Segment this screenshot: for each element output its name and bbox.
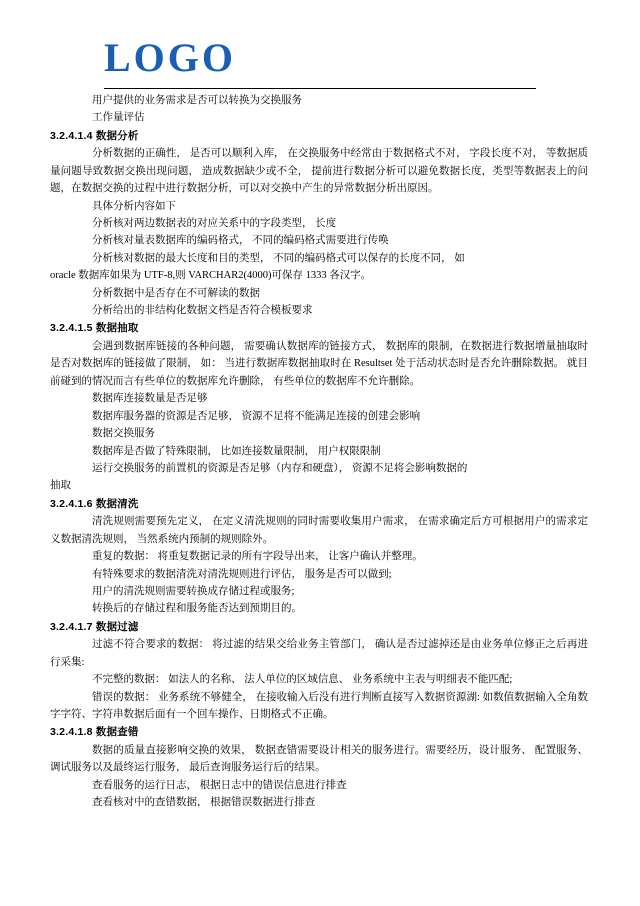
paragraph: 具体分析内容如下: [92, 200, 176, 212]
document-body: [0, 89, 640, 812]
paragraph: 分析核对两边数据表的对应关系中的字段类型， 长度: [92, 218, 337, 230]
paragraph: 抽取: [50, 480, 71, 492]
paragraph: 工作量评估: [92, 112, 145, 124]
paragraph: 数据库是否做了特殊限制， 比如连接数量限制， 用户权限限制: [92, 445, 381, 457]
paragraph: 查看核对中的查错数据， 根据错误数据进行排查: [92, 797, 316, 809]
paragraph: 错误的数据： 业务系统不够健全， 在接收输入后没有进行判断直接写入数据资源湖: 如数值数据输入全角数字字符、字符串数据后面有一个回车操作、日期格式不正确。: [50, 691, 588, 720]
paragraph: 数据库连接数量是否足够: [92, 393, 208, 405]
paragraph: 用户的清洗规则需要转换成存储过程或服务;: [92, 585, 295, 597]
paragraph: 分析核对量表数据库的编码格式， 不同的编码格式需要进行传唤: [92, 235, 389, 247]
paragraph: 清洗规则需要预先定义， 在定义清洗规则的同时需要收集用户需求， 在需求确定后方可根据用户的需求定义数据清洗规则， 当然系统内预制的规则除外。: [50, 516, 588, 545]
paragraph: 数据交换服务: [92, 428, 155, 440]
section-heading: 3.2.4.1.8 数据查错: [50, 726, 139, 739]
paragraph: 分析给出的非结构化数据文档是否符合模板要求: [92, 305, 313, 317]
paragraph: 运行交换服务的前置机的资源是否足够（内存和硬盘）， 资源不足将会影响数据的: [92, 462, 468, 474]
logo-text: LOGO: [104, 35, 237, 80]
section-heading: 3.2.4.1.6 数据清洗: [50, 497, 139, 510]
section-heading: 3.2.4.1.7 数据过滤: [50, 620, 139, 633]
paragraph: 分析数据中是否存在不可解读的数据: [92, 287, 260, 299]
paragraph: 分析数据的正确性， 是否可以顺利入库， 在交换服务中经常由于数据格式不对， 字段长度不对， 等数据质量问题导致数据交换出现问题， 造成数据缺少或不全， 提前进行数据分析可以避免数据长度，类型等数据表上的问题，在数据交换的过程中进行数据分析，可以对交换中产生的异常数据分析出原因。: [50, 148, 588, 195]
paragraph: 会遇到数据库链接的各种问题， 需要确认数据库的链接方式， 数据库的限制，在数据进行数据增量抽取时是否对数据库的链接做了限制， 如： 当进行数据库数据抽取时在 Resultset 处于活动状态时是否允许删除数据。 就目前碰到的情况而言有些单位的数据库允许删除， 有些单位的数据库不允许删除。: [50, 341, 588, 387]
paragraph: 过滤不符合要求的数据： 将过滤的结果交给业务主管部门， 确认是否过滤掉还是由业务单位修正之后再进行采集:: [50, 639, 588, 668]
section-heading: 3.2.4.1.4 数据分析: [50, 129, 139, 142]
paragraph: 用户提供的业务需求是否可以转换为交换服务: [92, 95, 302, 106]
paragraph: 重复的数据： 将重复数据记录的所有字段导出来， 让客户确认并整理。: [92, 551, 423, 563]
paragraph: 有特殊要求的数据清洗对清洗规则进行评估， 服务是否可以做到;: [92, 568, 392, 580]
paragraph: 查看服务的运行日志， 根据日志中的错误信息进行排查: [92, 779, 347, 791]
paragraph: 转换后的存储过程和服务能否达到预期目的。: [92, 603, 302, 615]
logo-area: [0, 0, 640, 82]
section-heading: 3.2.4.1.5 数据抽取: [50, 322, 139, 335]
paragraph: 数据的质量直接影响交换的效果， 数据查错需要设计相关的服务进行。需要经历，设计服务、 配置服务、 调试服务以及最终运行服务， 最后查询服务运行后的结果。: [50, 744, 588, 774]
paragraph: oracle 数据库如果为 UTF-8,则 VARCHAR2(4000)可保存 1333 各汉字。: [50, 270, 372, 282]
paragraph: 数据库服务器的资源是否足够， 资源不足将不能满足连接的创建会影响: [92, 410, 421, 422]
paragraph: 分析核对数据的最大长度和目的类型， 不同的编码格式可以保存的长度不同， 如: [92, 252, 465, 264]
paragraph: 不完整的数据： 如法人的名称、 法人单位的区域信息、 业务系统中主表与明细表不能匹配;: [92, 674, 513, 686]
